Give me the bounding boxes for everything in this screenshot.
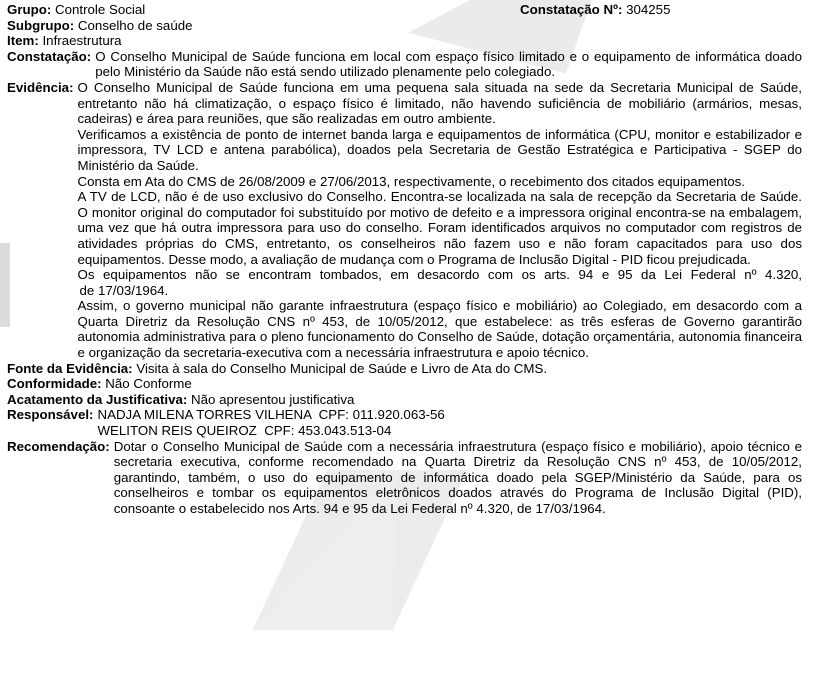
evidencia-paragraph: Consta em Ata do CMS de 26/08/2009 e 27/06/2013, respectivamente, o recebimento dos citados equipamentos.	[77, 173, 745, 189]
constatacao-number-value: 304255	[626, 2, 671, 17]
fonte-value: Visita à sala do Conselho Municipal de Saúde e Livro de Ata do CMS.	[136, 360, 548, 376]
constatacao-label: Constatação:	[7, 48, 92, 64]
audit-finding-page	[7, 2, 802, 517]
item-value: Infraestrutura	[42, 33, 122, 49]
acatamento-field	[7, 392, 802, 408]
responsavel-label: Responsável:	[7, 407, 94, 423]
acatamento-label: Acatamento da Justificativa:	[7, 391, 188, 407]
responsavel-entry	[97, 423, 444, 439]
recomendacao-label: Recomendação:	[7, 438, 110, 454]
item-field	[7, 33, 802, 49]
grupo-field	[7, 2, 802, 18]
responsavel-cpf: CPF: 011.920.063-56	[318, 407, 445, 423]
evidencia-body	[78, 80, 802, 361]
responsavel-entry	[97, 407, 444, 423]
constatacao-text: O Conselho Municipal de Saúde funciona em local com espaço físico limitado e o equipamento de informática doado pelo Ministério da Saúde não está sendo utilizado plenamente pelo colegiado.	[95, 48, 802, 80]
constatacao-number	[520, 2, 670, 18]
responsavel-name: WELITON REIS QUEIROZ	[97, 423, 257, 439]
subgrupo-field	[7, 18, 802, 34]
evidencia-paragraph: Assim, o governo municipal não garante infraestrutura (espaço físico e mobiliário) ao Colegiado, em desacordo com a Quarta Diretriz da Resolução CNS nº 453, de 10/05/2012, que estabelece: as três esferas de Governo garantirão autonomia administrativa para o pleno funcionamento do Conselho de Saúde, dotação orçamentária, autonomia financeira e organização da secretaria-executiva com a necessária infraestrutura e apoio técnico.	[77, 298, 802, 361]
responsavel-cpf: CPF: 453.043.513-04	[264, 423, 392, 439]
recomendacao-text: Dotar o Conselho Municipal de Saúde com a necessária infraestrutura (espaço físico e mobiliário), apoio técnico e secretaria executiva, conforme recomendado na Quarta Diretriz da Resolução CNS nº 453, de 10/05/2012, garantindo, também, o uso do equipamento de informática doado pela SGEP/Ministério da Saúde, para os conselheiros e tombar os equipamentos eletrônicos doados através do Programa de Inclusão Digital (PID), consoante o estabelecido nos Arts. 94 e 95 da Lei Federal nº 4.320, de 17/03/1964.	[113, 438, 802, 516]
evidencia-paragraph: O Conselho Municipal de Saúde funciona em uma pequena sala situada na sede da Secretaria Municipal de Saúde, entretanto não há climatização, o espaço físico é limitado, não havendo suficiência de mobiliário (armários, mesas, cadeiras) e área para reuniões, que são realizadas em outro ambiente.	[77, 79, 802, 127]
conformidade-value: Não Conforme	[105, 376, 192, 392]
evidencia-label: Evidência:	[7, 79, 74, 95]
constatacao-number-label: Constatação Nº:	[520, 2, 623, 17]
subgrupo-label: Subgrupo:	[7, 17, 75, 33]
responsavel-name: NADJA MILENA TORRES VILHENA	[97, 407, 312, 423]
fonte-label: Fonte da Evidência:	[7, 360, 133, 376]
evidencia-paragraph: A TV de LCD, não é de uso exclusivo do Conselho. Encontra-se localizada na sala de recepção da Secretaria de Saúde. O monitor original do computador foi substituído por motivo de defeito e a impressora original encontra-se na embalagem, uma vez que há outra impressora para uso do conselho. Foram identificados arquivos no computador com registros de atividades próprias do CMS, entretanto, os conselheiros não fazem uso e não foram capacitados para uso dos equipamentos. Desse modo, a avaliação de mudança com o Programa de Inclusão Digital - PID ficou prejudicada.	[77, 189, 802, 267]
grupo-label: Grupo:	[7, 2, 52, 17]
recomendacao-section	[7, 439, 802, 517]
evidencia-paragraph: de 17/03/1964.	[79, 282, 169, 298]
responsavel-section	[7, 407, 802, 438]
constatacao-section	[7, 49, 802, 80]
item-label: Item:	[7, 33, 39, 49]
conformidade-label: Conformidade:	[7, 376, 102, 392]
acatamento-value: Não apresentou justificativa	[191, 391, 355, 407]
evidencia-paragraph: Verificamos a existência de ponto de internet banda larga e equipamentos de informática (CPU, monitor e estabilizador e impressora, TV LCD e antena parabólica), doados pela Secretaria de Gestão Estratégica e Participativa - SGEP do Ministério da Saúde.	[77, 126, 802, 173]
conformidade-field	[7, 376, 802, 392]
evidencia-paragraph: Os equipamentos não se encontram tombados, em desacordo com os arts. 94 e 95 da Lei Federal nº 4.320,	[77, 267, 802, 283]
evidencia-section	[7, 80, 802, 361]
subgrupo-value: Conselho de saúde	[77, 17, 193, 33]
grupo-value: Controle Social	[55, 2, 146, 17]
responsavel-list	[97, 407, 444, 438]
fonte-field	[7, 361, 802, 377]
